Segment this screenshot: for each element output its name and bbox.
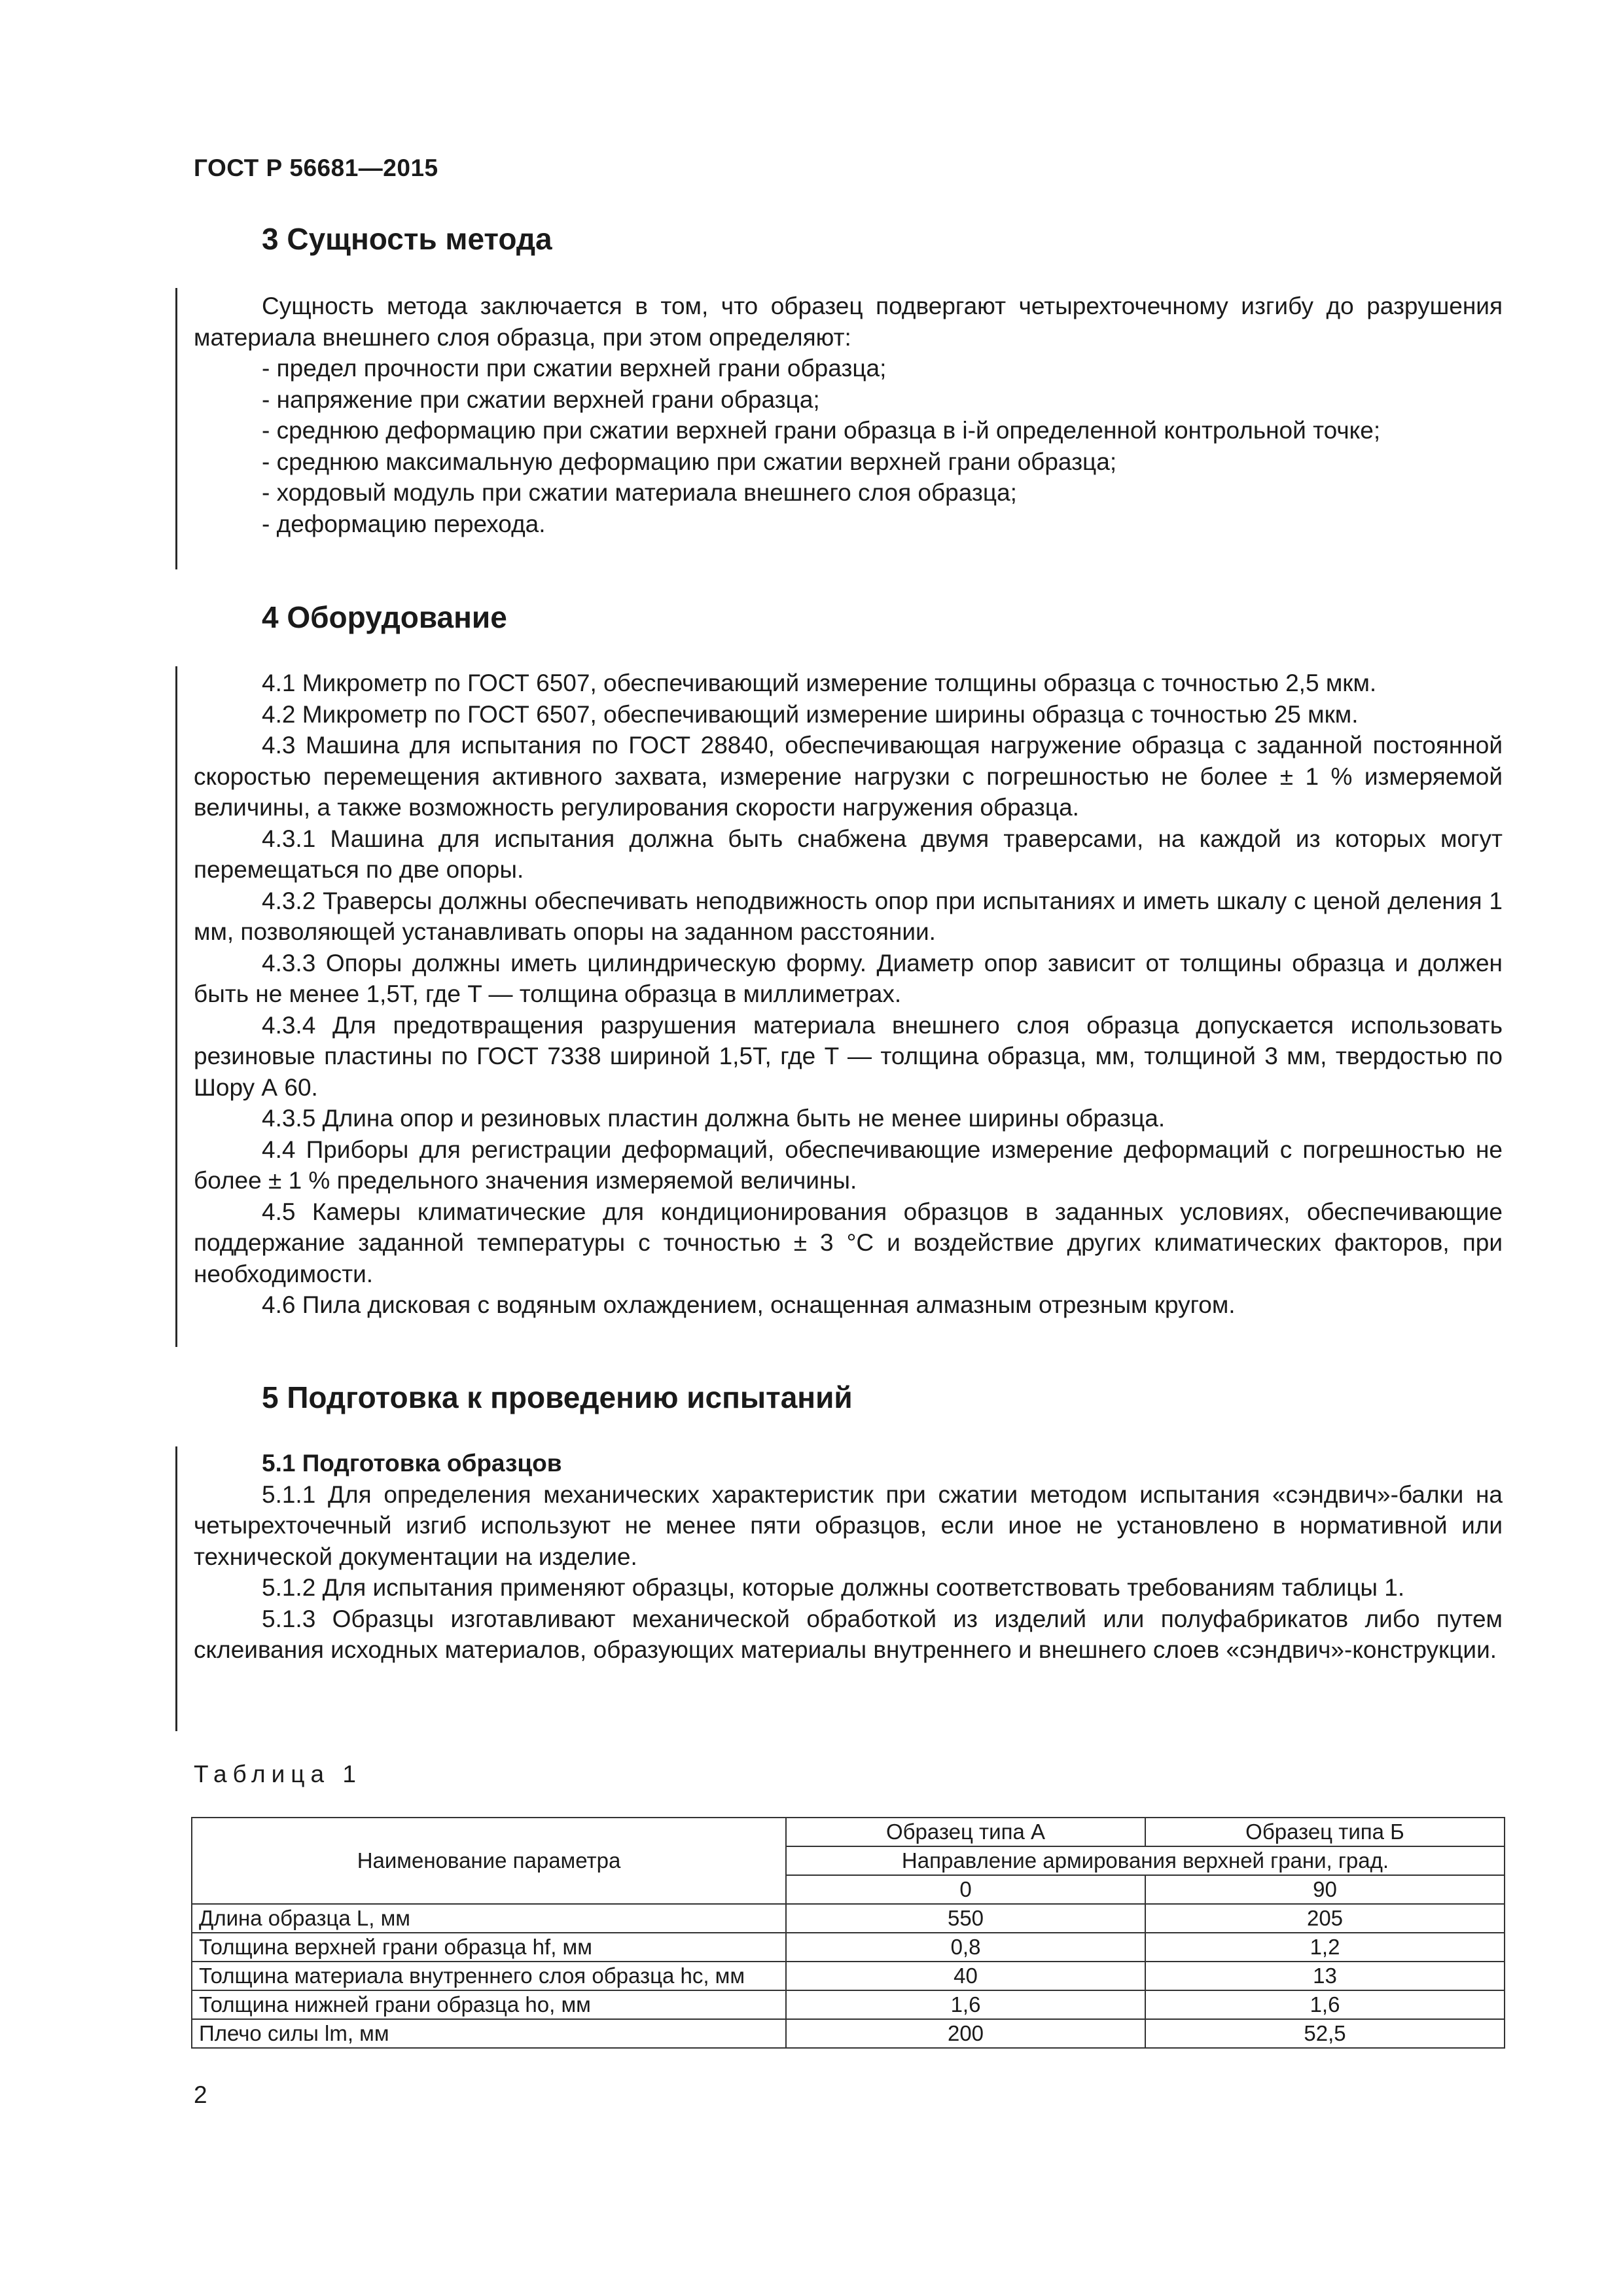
row-value-a: 1,6 bbox=[786, 1990, 1145, 2019]
section-3-item: - предел прочности при сжатии верхней грани образца; bbox=[262, 355, 887, 382]
section-3-lead: Сущность метода заключается в том, что образец подвергают четырехточечному изгибу до разрушения материала внешнего слоя образца, при этом определяют: bbox=[194, 293, 1503, 351]
section-3-item: - деформацию перехода. bbox=[262, 510, 546, 537]
row-value-b: 52,5 bbox=[1145, 2019, 1505, 2048]
table-row bbox=[192, 1962, 1505, 1990]
header-type-a: Образец типа А bbox=[786, 1818, 1145, 1846]
row-name: Толщина материала внутреннего слоя образца hc, мм bbox=[192, 1962, 786, 1990]
clause-4-3-3: 4.3.3 Опоры должны иметь цилиндрическую форму. Диаметр опор зависит от толщины образца и должен быть не менее 1,5T, где T — толщина образца в миллиметрах. bbox=[194, 949, 1503, 1007]
parameters-table bbox=[191, 1817, 1505, 2049]
clause-4-6: 4.6 Пила дисковая с водяным охлаждением, оснащенная алмазным отрезным кругом. bbox=[262, 1291, 1236, 1318]
section-3-body bbox=[194, 291, 1503, 539]
section-4-title: 4 Оборудование bbox=[262, 600, 507, 634]
clause-4-3-2: 4.3.2 Траверсы должны обеспечивать неподвижность опор при испытаниях и иметь шкалу с ценой деления 1 мм, позволяющей устанавливать опоры на заданном расстоянии. bbox=[194, 887, 1503, 945]
section-3-item: - напряжение при сжатии верхней грани образца; bbox=[262, 386, 820, 413]
row-value-a: 40 bbox=[786, 1962, 1145, 1990]
row-name: Длина образца L, мм bbox=[192, 1904, 786, 1933]
row-value-a: 0,8 bbox=[786, 1933, 1145, 1962]
row-name: Толщина нижней грани образца ho, мм bbox=[192, 1990, 786, 2019]
header-type-b: Образец типа Б bbox=[1145, 1818, 1505, 1846]
clause-4-3: 4.3 Машина для испытания по ГОСТ 28840, обеспечивающая нагружение образца с заданной постоянной скоростью перемещения активного захвата, измерение нагрузки с погрешностью не более ± 1 % измеряемой величины, а также возможность регулирования скорости нагружения образца. bbox=[194, 732, 1503, 821]
table-row bbox=[192, 1990, 1505, 2019]
header-angle-a: 0 bbox=[786, 1875, 1145, 1904]
row-value-b: 1,6 bbox=[1145, 1990, 1505, 2019]
document-header: ГОСТ Р 56681—2015 bbox=[194, 154, 438, 181]
row-value-a: 200 bbox=[786, 2019, 1145, 2048]
row-name: Толщина верхней грани образца hf, мм bbox=[192, 1933, 786, 1962]
row-value-a: 550 bbox=[786, 1904, 1145, 1933]
change-bar bbox=[175, 666, 177, 1347]
table-row bbox=[192, 1904, 1505, 1933]
clause-4-3-1: 4.3.1 Машина для испытания должна быть снабжена двумя траверсами, на каждой из которых могут перемещаться по две опоры. bbox=[194, 825, 1503, 883]
subsection-5-1-title: 5.1 Подготовка образцов bbox=[262, 1450, 562, 1477]
clause-4-5: 4.5 Камеры климатические для кондиционирования образцов в заданных условиях, обеспечивающие поддержание заданной температуры с точностью ± 3 °С и воздействие других климатических факторов, при необходимости. bbox=[194, 1198, 1503, 1287]
page-number: 2 bbox=[194, 2081, 207, 2108]
row-value-b: 1,2 bbox=[1145, 1933, 1505, 1962]
table-row bbox=[192, 1933, 1505, 1962]
clause-4-2: 4.2 Микрометр по ГОСТ 6507, обеспечивающий измерение ширины образца с точностью 25 мкм. bbox=[262, 700, 1359, 728]
clause-5-1-1: 5.1.1 Для определения механических характеристик при сжатии методом испытания «сэндвич»-балки на четырехточечный изгиб используют не менее пяти образцов, если иное не установлено в нормативной или технической документации на изделие. bbox=[194, 1480, 1503, 1570]
clause-4-3-4: 4.3.4 Для предотвращения разрушения материала внешнего слоя образца допускается использовать резиновые пластины по ГОСТ 7338 шириной 1,5T, где T — толщина образца, мм, толщиной 3 мм, твердостью по Шору А 60. bbox=[194, 1011, 1503, 1101]
change-bar bbox=[175, 1446, 177, 1731]
section-5-title: 5 Подготовка к проведению испытаний bbox=[262, 1380, 853, 1414]
row-value-b: 13 bbox=[1145, 1962, 1505, 1990]
row-name: Плечо силы lm, мм bbox=[192, 2019, 786, 2048]
table-row bbox=[192, 2019, 1505, 2048]
section-5-body bbox=[194, 1448, 1503, 1666]
section-3-item: - хордовый модуль при сжатии материала внешнего слоя образца; bbox=[262, 479, 1017, 506]
clause-4-4: 4.4 Приборы для регистрации деформаций, обеспечивающие измерение деформаций с погрешностью не более ± 1 % предельного значения измеряемой величины. bbox=[194, 1136, 1503, 1194]
clause-4-1: 4.1 Микрометр по ГОСТ 6507, обеспечивающий измерение толщины образца с точностью 2,5 мкм. bbox=[262, 670, 1377, 696]
clause-5-1-2: 5.1.2 Для испытания применяют образцы, которые должны соответствовать требованиям таблицы 1. bbox=[262, 1574, 1405, 1601]
section-3-item: - среднюю деформацию при сжатии верхней грани образца в i-й определенной контрольной точке; bbox=[262, 417, 1381, 444]
header-direction: Направление армирования верхней грани, град. bbox=[786, 1846, 1505, 1875]
change-bar bbox=[175, 288, 177, 569]
clause-5-1-3: 5.1.3 Образцы изготавливают механической обработкой из изделий или полуфабрикатов либо путем склеивания исходных материалов, образующих материалы внутреннего и внешнего слоев «сэндвич»-конструкции. bbox=[194, 1605, 1503, 1663]
section-3-title: 3 Сущность метода bbox=[262, 222, 552, 256]
clause-4-3-5: 4.3.5 Длина опор и резиновых пластин должна быть не менее ширины образца. bbox=[262, 1105, 1166, 1132]
row-value-b: 205 bbox=[1145, 1904, 1505, 1933]
section-3-item: - среднюю максимальную деформацию при сжатии верхней грани образца; bbox=[262, 448, 1117, 475]
header-param: Наименование параметра bbox=[192, 1818, 786, 1904]
section-4-body bbox=[194, 668, 1503, 1321]
table-caption: Таблица 1 bbox=[194, 1761, 362, 1787]
header-angle-b: 90 bbox=[1145, 1875, 1505, 1904]
